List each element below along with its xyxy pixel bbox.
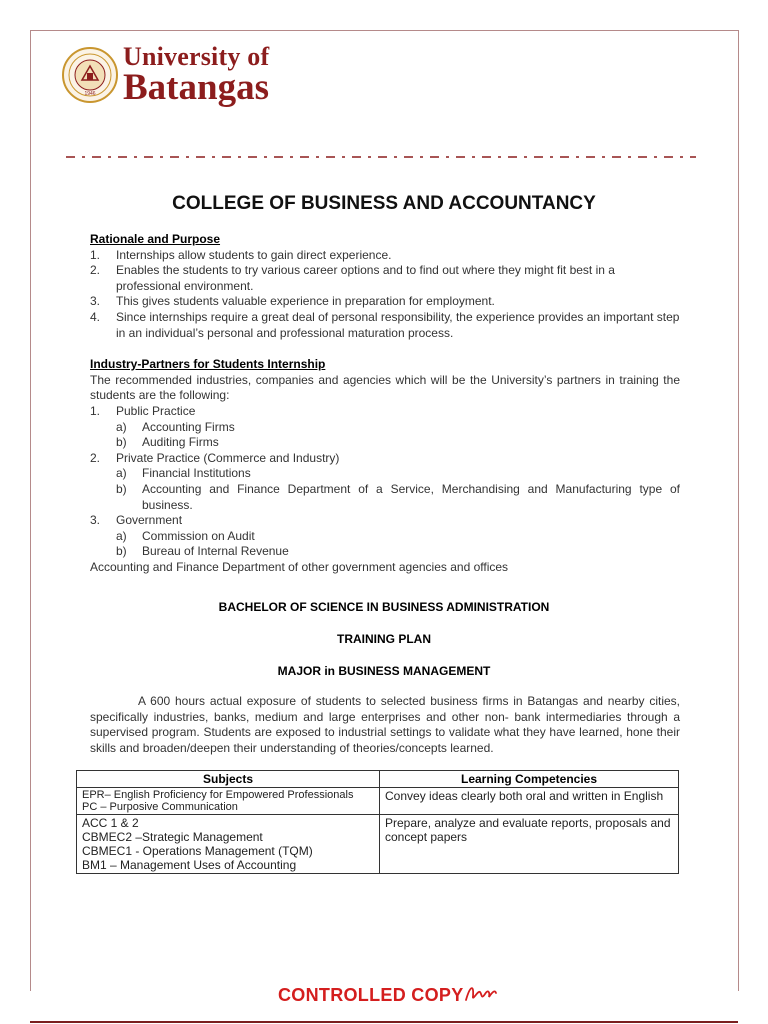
sub-list-item: b) Accounting and Finance Department of a Service, Merchandising and Manufacturing type of business. [116,481,680,512]
column-header: Subjects [77,771,380,788]
list-item: 3. Government [90,513,183,528]
sub-list-item: b) Bureau of Internal Revenue [116,544,289,559]
stamp-text: CONTROLLED COPY [278,985,464,1005]
degree-heading: BACHELOR OF SCIENCE IN BUSINESS ADMINISTRATION [218,600,550,614]
page-title: COLLEGE OF BUSINESS AND ACCOUNTANCY [172,193,596,214]
subjects-table [76,770,679,874]
list-item: 1. Internships allow students to gain direct experience. [90,247,392,262]
logo-line-1: University of [123,42,270,71]
document-body [90,232,680,575]
table-header-row [77,771,679,788]
logo-line-2: Batangas [123,67,269,108]
list-item: 4. Since internships require a great deal of personal responsibility, the experience provides an important step in an individual’s personal and professional maturation process. [90,309,680,340]
list-item: 3. This gives students valuable experience in preparation for employment. [90,294,495,309]
partners-list [90,404,680,560]
partners-heading: Industry-Partners for Students Internship [90,357,326,372]
training-plan-heading: TRAINING PLAN [337,632,431,646]
controlled-copy-stamp [278,980,498,1006]
partners-footer-line: Accounting and Finance Department of other government agencies and offices [90,559,509,574]
dash-dot-divider [66,151,696,163]
program-description: A 600 hours actual exposure of students to selected business firms in Batangas and nearby cities, specifically industries, banks, medium and large enterprises and other non- bank intermediaries through a supervised program. Students are exposed to industrial settings to validate what they have learned, hone their skills and broaden/deepen their understanding of theories/concepts learned. [90,694,680,755]
list-item: 2. Private Practice (Commerce and Industry) [90,450,340,465]
table-row [77,815,679,874]
competency-cell: Prepare, analyze and evaluate reports, proposals and concept papers [380,815,679,874]
column-header: Learning Competencies [380,771,679,788]
subjects-cell: EPR– English Proficiency for Empowered Professionals PC – Purposive Communication [77,788,380,815]
subjects-cell: ACC 1 & 2 CBMEC2 –Strategic Management CBMEC1 - Operations Management (TQM) BM1 – Management Uses of Accounting [77,815,380,874]
university-logo [62,44,269,106]
competency-cell: Convey ideas clearly both oral and written in English [380,788,679,815]
partners-intro: The recommended industries, companies and agencies which will be the University’s partners in training the students are the following: [90,372,680,403]
sub-list-item: a) Financial Institutions [116,466,251,481]
university-seal-icon [62,47,118,103]
sub-list-item: a) Commission on Audit [116,528,255,543]
sub-list-item: a) Accounting Firms [116,419,235,434]
table-row [77,788,679,815]
svg-text:1946: 1946 [84,91,96,97]
rationale-list [90,248,680,342]
major-heading: MAJOR in BUSINESS MANAGEMENT [277,664,491,678]
list-item: 1. Public Practice [90,403,196,418]
list-item: 2. Enables the students to try various career options and to find out where they might fit best in a professional environment. [90,263,615,293]
bottom-rule [30,1021,738,1023]
rationale-heading: Rationale and Purpose [90,232,221,246]
signature-icon [464,980,498,1006]
sub-list-item: b) Auditing Firms [116,435,219,450]
